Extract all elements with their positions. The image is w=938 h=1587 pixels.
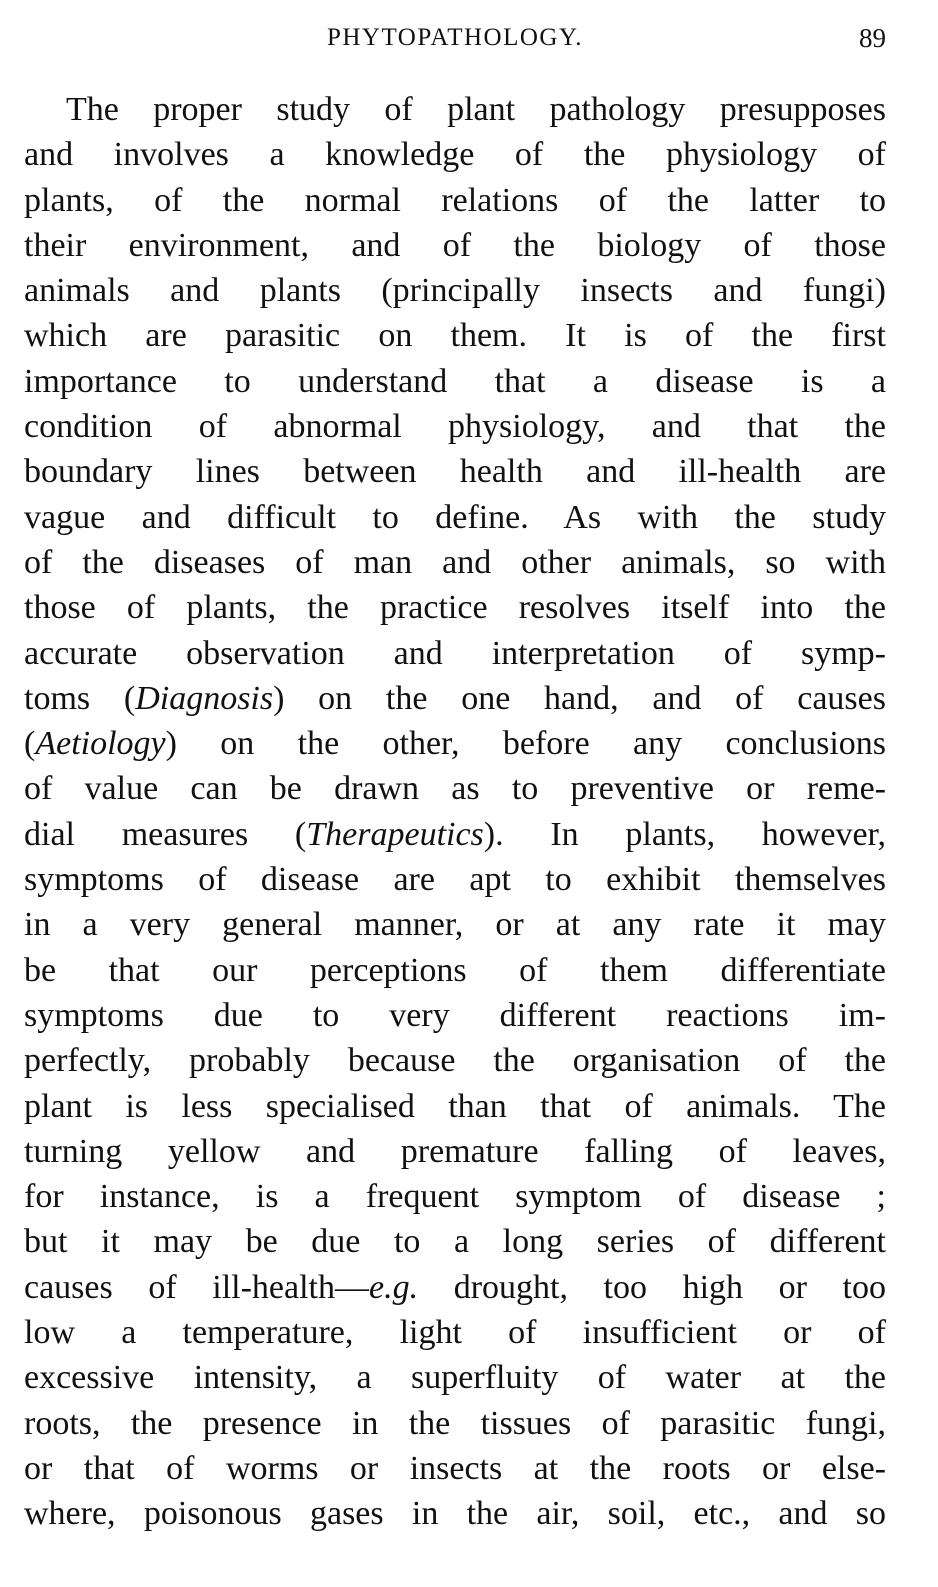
text-line: or that of worms or insects at the roots or else- [24, 1449, 886, 1487]
text-line: perfectly, probably because the organisation of the [24, 1042, 886, 1080]
text-line: condition of abnormal physiology, and that the [24, 408, 886, 446]
text-line: boundary lines between health and ill-health are [24, 453, 886, 491]
text-line: The proper study of plant pathology presupposes [66, 91, 886, 128]
text-line: their environment, and of the biology of those [24, 226, 886, 264]
running-head [24, 20, 886, 56]
text-line: low a temperature, light of insufficient or of [24, 1314, 886, 1352]
text-line: but it may be due to a long series of different [24, 1223, 886, 1261]
text-line: plant is less specialised than that of animals. The [24, 1087, 886, 1125]
text-line: those of plants, the practice resolves itself into the [24, 589, 886, 627]
text-line: toms (Diagnosis) on the one hand, and of causes [24, 679, 886, 717]
text-line: (Aetiology) on the other, before any conclusions [24, 725, 886, 763]
text-line: excessive intensity, a superfluity of water at the [24, 1359, 886, 1397]
text-line: causes of ill-health—e.g. drought, too high or too [24, 1268, 887, 1306]
running-title: PHYTOPATHOLOGY. [326, 24, 584, 51]
text-line: in a very general manner, or at any rate it may [24, 906, 886, 944]
page-number: 89 [859, 23, 886, 53]
text-line: animals and plants (principally insects and fungi) [24, 272, 886, 310]
body-paragraph [24, 87, 886, 1537]
text-line: dial measures (Therapeutics). In plants, however, [24, 815, 886, 853]
text-line: of the diseases of man and other animals, so with [24, 543, 886, 581]
text-line: be that our perceptions of them differentiate [24, 951, 886, 989]
text-line: vague and difficult to define. As with the study [24, 498, 886, 536]
text-line: where, poisonous gases in the air, soil, etc., and so [24, 1495, 886, 1533]
text-line: symptoms of disease are apt to exhibit themselves [24, 861, 886, 899]
text-line: which are parasitic on them. It is of the first [24, 317, 886, 355]
text-line: plants, of the normal relations of the latter to [24, 181, 886, 219]
text-line: for instance, is a frequent symptom of disease ; [24, 1178, 886, 1216]
text-line: roots, the presence in the tissues of parasitic fungi, [24, 1404, 886, 1442]
text-line: symptoms due to very different reactions im- [24, 996, 886, 1034]
text-line: importance to understand that a disease is a [24, 362, 886, 400]
text-line: turning yellow and premature falling of leaves, [24, 1132, 886, 1170]
text-line: and involves a knowledge of the physiology of [24, 136, 886, 174]
text-line: accurate observation and interpretation of symp- [24, 634, 886, 672]
text-line: of value can be drawn as to preventive or reme- [24, 770, 886, 808]
